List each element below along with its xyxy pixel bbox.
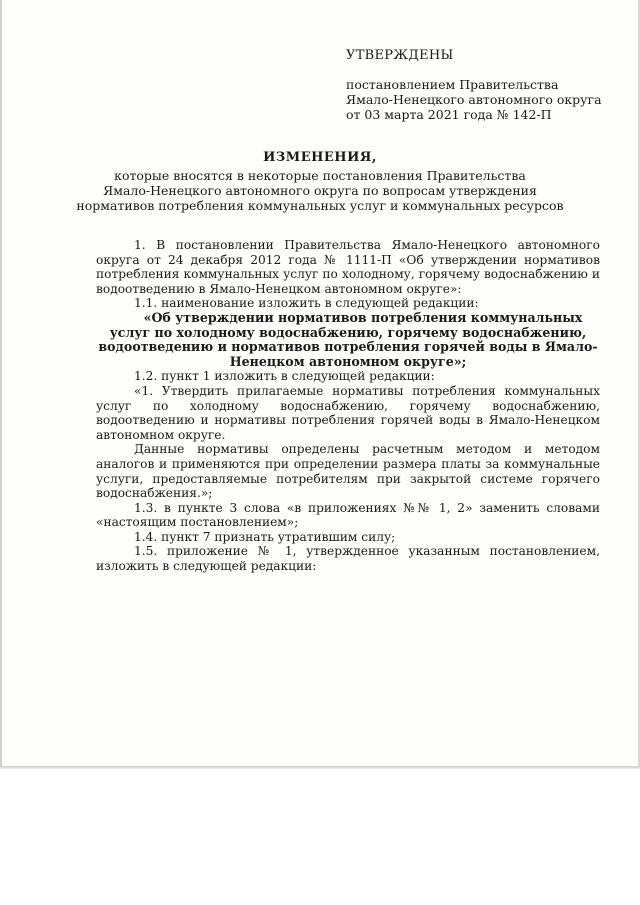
document-heading xyxy=(60,150,580,213)
paragraph: «1. Утвердить прилагаемые нормативы потребления коммунальных услуг по холодному водоснабжению, горячему водоснабжению, водоотведению и нормативы потребления горячей воды в Ямало-Ненецком автономном округе. xyxy=(96,383,600,442)
document-title: ИЗМЕНЕНИЯ, xyxy=(263,150,377,165)
approval-line: от 03 марта 2021 года № 142-П xyxy=(346,107,552,122)
paragraph: 1.3. в пункте 3 слова «в приложениях №№ 1, 2» заменить словами «настоящим постановлением»; xyxy=(96,500,600,530)
page-bottom-edge xyxy=(0,766,640,769)
heading-line: которые вносятся в некоторые постановления Правительства xyxy=(114,168,526,183)
paragraph: 1.4. пункт 7 признать утратившим силу; xyxy=(134,529,396,544)
paragraph: 1.5. приложение № 1, утвержденное указанным постановлением, изложить в следующей редакции: xyxy=(96,544,600,574)
approval-line: постановлением Правительства xyxy=(346,77,559,92)
approval-title: УТВЕРЖДЕНЫ xyxy=(346,48,454,63)
paragraph: 1. В постановлении Правительства Ямало-Ненецкого автономного округа от 24 декабря 2012 года № 1111-П «Об утверждении нормативов потребления коммунальных услуг по холодному, горячему водоснабжению и водоотведению в Ямало-Ненецком автономном округе»: xyxy=(96,238,600,296)
approval-line: Ямало-Ненецкого автономного округа xyxy=(346,92,602,107)
new-title-paragraph: «Об утверждении нормативов потребления коммунальных услуг по холодному водоснабжению, горячему водоснабжению, водоотведению и нормативов потребления горячей воды в Ямало-Ненецком автономном округе»; xyxy=(98,309,598,369)
heading-line: нормативов потребления коммунальных услуг и коммунальных ресурсов xyxy=(76,198,564,213)
paragraph: Данные нормативы определены расчетным методом и методом аналогов и применяются при определении размера платы за коммунальные услуги, предоставляемые потребителям при закрытой системе горячего водоснабжения.»; xyxy=(96,442,600,501)
paragraph: 1.2. пункт 1 изложить в следующей редакции: xyxy=(134,369,435,384)
heading-line: Ямало-Ненецкого автономного округа по вопросам утверждения xyxy=(103,183,537,198)
document-body xyxy=(96,238,600,574)
paragraph: 1.1. наименование изложить в следующей редакции: xyxy=(134,296,479,311)
approval-stamp xyxy=(346,48,602,122)
